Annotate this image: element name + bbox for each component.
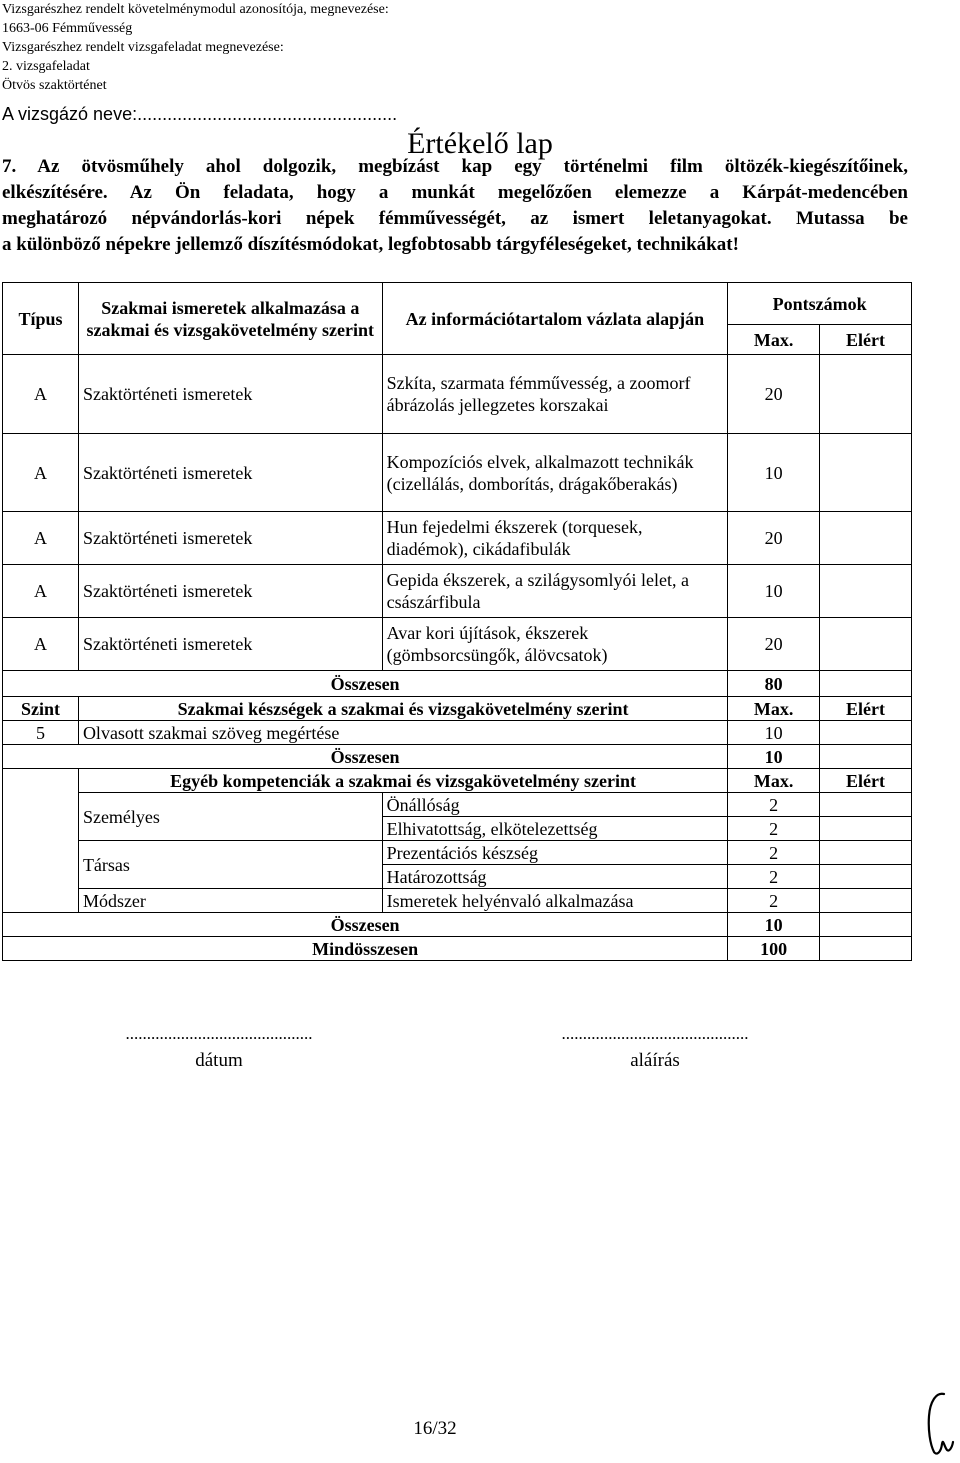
total-achieved — [820, 671, 912, 697]
row-achieved — [820, 434, 912, 512]
row-max: 20 — [728, 618, 820, 671]
header-knowledge: Szakmai ismeretek alkalmazása a szakmai és vizsgakövetelmény szerint — [78, 283, 382, 355]
header-line: Ötvös szaktörténet — [2, 78, 107, 93]
table-row — [3, 565, 912, 618]
table-row — [3, 355, 912, 434]
competence-item: Elhivatottság, elkötelezettség — [382, 817, 728, 841]
skills-level-header: Szint — [3, 697, 79, 721]
total-achieved — [820, 913, 912, 937]
row-achieved — [820, 618, 912, 671]
date-signature-block — [88, 1024, 350, 1072]
total-value: 10 — [728, 745, 820, 769]
evaluation-table — [2, 282, 912, 961]
task-line: meghatározó népvándorlás-kori népek fémművességét, az ismert leletanyagokat. Mutassa be — [2, 208, 908, 229]
row-max: 10 — [728, 565, 820, 618]
row-type: A — [3, 355, 79, 434]
skills-max: 10 — [728, 721, 820, 745]
total-value: 80 — [728, 671, 820, 697]
row-info: Avar kori újítások, ékszerek (gömbsorcsüngők, álövcsatok) — [382, 618, 728, 671]
total-value: 10 — [728, 913, 820, 937]
total-row — [3, 913, 912, 937]
header-line: Vizsgarészhez rendelt követelménymodul azonosítója, megnevezése: — [2, 2, 389, 17]
skills-achieved-header: Elért — [820, 697, 912, 721]
row-achieved — [820, 565, 912, 618]
date-label: dátum — [195, 1050, 243, 1071]
row-max: 10 — [728, 434, 820, 512]
competence-group: Társas — [78, 841, 382, 889]
skills-row — [3, 721, 912, 745]
header-type: Típus — [3, 283, 79, 355]
handwritten-initial-icon — [922, 1388, 956, 1458]
grand-total-row — [3, 937, 912, 961]
row-info: Hun fejedelmi ékszerek (torquesek, diadémok), cikádafibulák — [382, 512, 728, 565]
competence-max: 2 — [728, 865, 820, 889]
total-achieved — [820, 745, 912, 769]
skills-title-header: Szakmai készségek a szakmai és vizsgakövetelmény szerint — [78, 697, 727, 721]
competence-achieved-header: Elért — [820, 769, 912, 793]
competence-achieved — [820, 793, 912, 817]
competence-achieved — [820, 841, 912, 865]
competence-max: 2 — [728, 889, 820, 913]
row-info: Gepida ékszerek, a szilágysomlyói lelet, a császárfibula — [382, 565, 728, 618]
total-row — [3, 671, 912, 697]
sign-signature-block — [524, 1024, 786, 1072]
total-label: Összesen — [3, 671, 728, 697]
row-knowledge: Szaktörténeti ismeretek — [78, 434, 382, 512]
task-line: a különböző népekre jellemző díszítésmódokat, legfobtosabb tárgyféleségeket, technikákat! — [2, 234, 739, 255]
header-line: Vizsgarészhez rendelt vizsgafeladat megnevezése: — [2, 40, 284, 55]
examinee-name-line: A vizsgázó neve:.................................................... — [2, 104, 398, 124]
competence-max: 2 — [728, 817, 820, 841]
competence-max: 2 — [728, 841, 820, 865]
skills-header-row — [3, 697, 912, 721]
document-header — [2, 0, 389, 95]
header-line: 2. vizsgafeladat — [2, 59, 90, 74]
skills-level: 5 — [3, 721, 79, 745]
competence-item: Önállóság — [382, 793, 728, 817]
task-description — [2, 154, 908, 258]
competence-max-header: Max. — [728, 769, 820, 793]
competence-row — [3, 793, 912, 817]
competence-group: Módszer — [78, 889, 382, 913]
header-achieved: Elért — [820, 325, 912, 355]
competence-group: Személyes — [78, 793, 382, 841]
header-max: Max. — [728, 325, 820, 355]
total-label: Összesen — [3, 745, 728, 769]
competence-row — [3, 841, 912, 865]
page-number: 16/32 — [413, 1418, 457, 1439]
row-type: A — [3, 434, 79, 512]
grand-total-label: Mindösszesen — [3, 937, 728, 961]
competence-title-header: Egyéb kompetenciák a szakmai és vizsgakövetelmény szerint — [78, 769, 727, 793]
table-row — [3, 512, 912, 565]
header-line: 1663-06 Fémművesség — [2, 21, 133, 36]
total-label: Összesen — [3, 913, 728, 937]
competence-achieved — [820, 889, 912, 913]
row-type: A — [3, 618, 79, 671]
sign-dots: ............................................ — [561, 1024, 749, 1043]
skills-achieved — [820, 721, 912, 745]
competence-spacer — [3, 769, 79, 913]
date-dots: ............................................ — [125, 1024, 313, 1043]
row-info: Kompozíciós elvek, alkalmazott technikák (cizellálás, domborítás, drágakőberakás) — [382, 434, 728, 512]
task-line: 7. Az ötvösműhely ahol dolgozik, megbízást kap egy történelmi film öltözék-kiegészítőinek, — [2, 156, 908, 177]
competence-achieved — [820, 865, 912, 889]
total-row — [3, 745, 912, 769]
row-knowledge: Szaktörténeti ismeretek — [78, 355, 382, 434]
row-knowledge: Szaktörténeti ismeretek — [78, 565, 382, 618]
header-info: Az információtartalom vázlata alapján — [382, 283, 728, 355]
competence-item: Határozottság — [382, 865, 728, 889]
page-title: Értékelő lap — [407, 127, 553, 160]
row-achieved — [820, 512, 912, 565]
competence-item: Ismeretek helyénvaló alkalmazása — [382, 889, 728, 913]
sign-label: aláírás — [630, 1050, 680, 1071]
row-max: 20 — [728, 512, 820, 565]
row-type: A — [3, 565, 79, 618]
task-line: elkészítésére. Az Ön feladata, hogy a munkát megelőzően elemezze a Kárpát-medencében — [2, 182, 908, 203]
competence-item: Prezentációs készség — [382, 841, 728, 865]
grand-total-value: 100 — [728, 937, 820, 961]
competence-achieved — [820, 817, 912, 841]
header-points: Pontszámok — [728, 283, 912, 325]
row-achieved — [820, 355, 912, 434]
row-type: A — [3, 512, 79, 565]
row-knowledge: Szaktörténeti ismeretek — [78, 618, 382, 671]
competence-max: 2 — [728, 793, 820, 817]
row-knowledge: Szaktörténeti ismeretek — [78, 512, 382, 565]
table-row — [3, 618, 912, 671]
skills-text: Olvasott szakmai szöveg megértése — [78, 721, 727, 745]
skills-max-header: Max. — [728, 697, 820, 721]
competence-header-row — [3, 769, 912, 793]
competence-row — [3, 889, 912, 913]
grand-total-achieved — [820, 937, 912, 961]
row-info: Szkíta, szarmata fémművesség, a zoomorf ábrázolás jellegzetes korszakai — [382, 355, 728, 434]
row-max: 20 — [728, 355, 820, 434]
table-row — [3, 434, 912, 512]
